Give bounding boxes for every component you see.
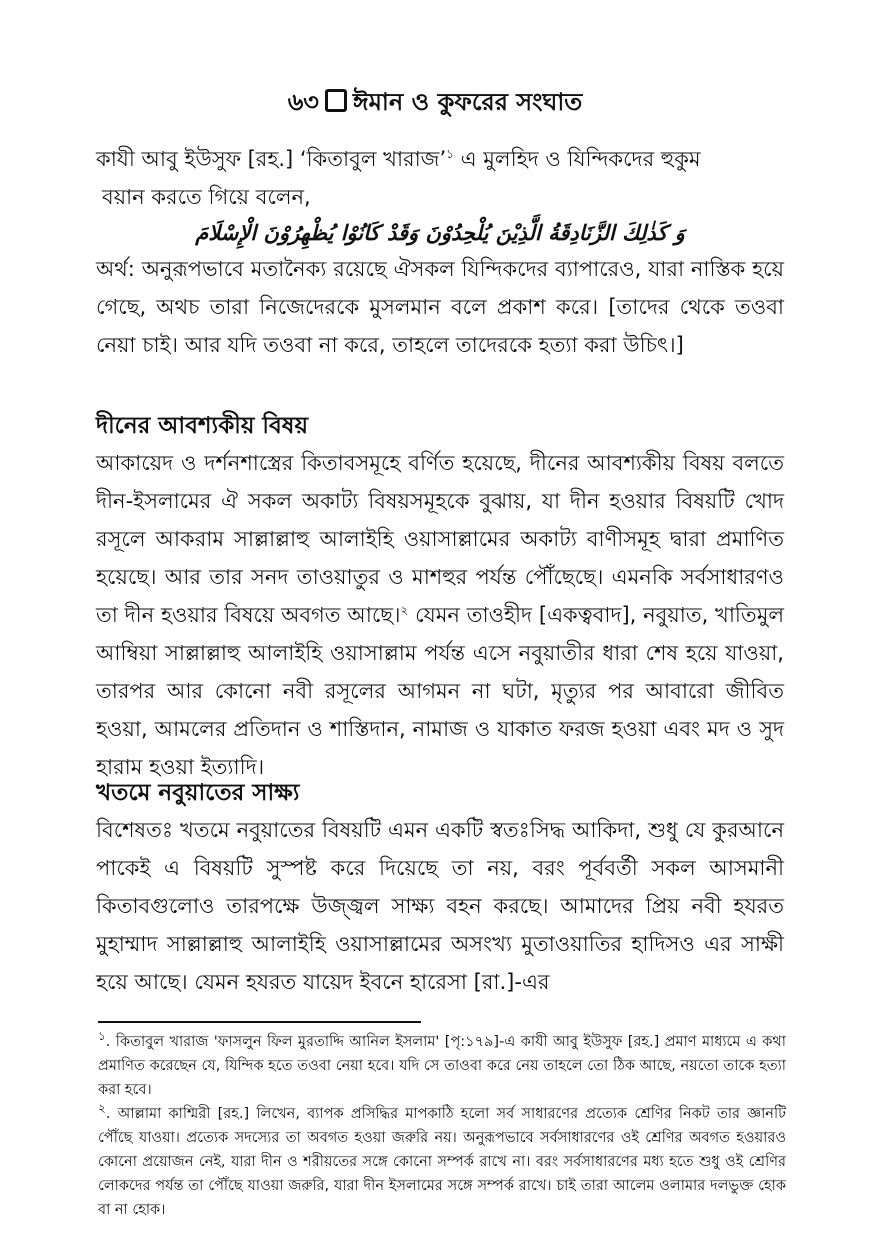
footnote-ref[interactable]: ২ <box>400 603 409 617</box>
meaning-paragraph <box>96 250 784 364</box>
intro-line-2: বয়ান করতে গিয়ে বলেন, <box>102 185 311 209</box>
footnote-number: ১ <box>98 1029 106 1044</box>
meaning-text: অনুরূপভাবে মতানৈক্য রয়েছে ঐসকল যিন্দিকদের ব্যাপারেও, যারা নাস্তিক হয়ে গেছে, অথচ তারা নিজেদেরকে মুসলমান বলে প্রকাশ করে। [তাদের থেকে তওবা নেয়া চাই। আর যদি তওবা না করে, তাহলে তাদেরকে হত্যা করা উচিৎ।] <box>96 257 784 357</box>
meaning-label: অর্থ: <box>96 257 135 281</box>
intro-text-rest: এ মুলহিদ ও যিন্দিকদের হুকুম <box>453 147 701 171</box>
section-paragraph <box>96 444 784 786</box>
running-title: ঈমান ও কুফরের সংঘাত <box>352 88 583 116</box>
intro-text: কাযী আবু ইউসুফ [রহ.] ‘কিতাবুল খারাজ’ <box>96 147 447 171</box>
footnote <box>98 1102 786 1222</box>
footnote-text: . কিতাবুল খারাজ 'ফাসলুন ফিল মুরতাদ্দি আনিল ইসলাম' [পৃ:১৭৯]-এ কাযী আবু ইউসুফ [রহ.] প্রমাণ মাধ্যমে এ কথা প্রমাণিত করেছেন যে, যিন্দিক হতে তওবা নেয়া হবে। যদি সে তাওবা করে নেয় তাহলে তো ঠিক আছে, নয়তো তাকে হত্যা করা হবে। <box>98 1034 786 1098</box>
page-number: ৬৩ <box>287 88 319 116</box>
footnote-divider <box>98 1021 421 1023</box>
section-paragraph: বিশেষতঃ খতমে নবুয়াতের বিষয়টি এমন একটি স্বতঃসিদ্ধ আকিদা, শুধু যে কুরআনে পাকেই এ বিষয়টি সুস্পষ্ট করে দিয়েছে তা নয়, বরং পূর্ববর্তী সকল আসমানী কিতাবগুলোও তারপক্ষে উজ্জ্বল সাক্ষ্য বহন করছে। আমাদের প্রিয় নবী হযরত মুহাম্মাদ সাল্লাল্লাহু আলাইহি ওয়াসাল্লামের অসংখ্য মুতাওয়াতির হাদিসও এর সাক্ষী হয়ে আছে। যেমন হযরত যায়েদ ইবনে হারেসা [রা.]-এর <box>96 818 784 994</box>
footnote-ref[interactable]: ১ <box>446 147 454 161</box>
footnote <box>98 1030 786 1102</box>
intro-paragraph <box>96 140 784 178</box>
section-heading: দীনের আবশ্যকীয় বিষয় <box>96 413 309 439</box>
square-bullet-icon <box>325 89 347 112</box>
footnotes <box>98 1030 786 1222</box>
section-essentials <box>96 408 784 786</box>
section-heading: খতমে নবুয়াতের সাক্ষ্য <box>96 780 300 806</box>
arabic-quote: وَ كَذٰلِكَ الزَّنَادِقَةُ الَّذِيْنَ يُلْحِدُوْنَ وَقَدْ كَانُوْا يُظْهِرُوْنَ الْإِسْلَامَ <box>195 221 685 245</box>
page-header <box>0 84 870 124</box>
intro-block <box>96 140 784 364</box>
paragraph-text: আকায়েদ ও দর্শনশাস্ত্রের কিতাবসমূহে বর্ণিত হয়েছে, দীনের আবশ্যকীয় বিষয় বলতে দীন-ইসলামের ঐ সকল অকাট্য বিষয়সমূহকে বুঝায়, যা দীন হওয়ার বিষয়টি খোদ রসূলে আকরাম সাল্লাল্লাহু আলাইহি ওয়াসাল্লামের অকাট্য বাণীসমূহ দ্বারা প্রমাণিত হয়েছে। আর তার সনদ তাওয়াতুর ও মাশহুর পর্যন্ত পৌঁছেছে। এমনকি সর্বসাধারণও তা দীন হওয়ার বিষয়ে অবগত আছে। <box>96 451 784 627</box>
paragraph-text-rest: যেমন তাওহীদ [একত্ববাদ], নবুয়াত, খাতিমুল আম্বিয়া সাল্লাল্লাহু আলাইহি ওয়াসাল্লাম পর্যন্ত এসে নবুয়াতীর ধারা শেষ হয়ে যাওয়া, তারপর আর কোনো নবী রসূলের আগমন না ঘটা, মৃত্যুর পর আবারো জীবিত হওয়া, আমলের প্রতিদান ও শাস্তিদান, নামাজ ও যাকাত ফরজ হওয়া এবং মদ ও সুদ হারাম হওয়া ইত্যাদি। <box>96 603 784 779</box>
footnote-text: . আল্লামা কাশ্মিরী [রহ.] লিখেন, ব্যাপক প্রসিদ্ধির মাপকাঠি হলো সর্ব সাধারণের প্রত্যেক শ্রেণির নিকট তার জ্ঞানটি পৌঁছে যাওয়া। প্রত্যেক সদস্যের তা অবগত হওয়া জরুরি নয়। অনুরূপভাবে সর্বসাধারণের ওই শ্রেণির অবগত হওয়ারও কোনো প্রয়োজন নেই, যারা দীন ও শরীয়তের সঙ্গে কোনো সম্পর্ক রাখে না। বরং সর্বসাধারণের মধ্য হতে শুধু ওই শ্রেণির লোকদের পর্যন্ত তা পৌঁছে যাওয়া জরুরি, যারা দীন ইসলামের সঙ্গে সম্পর্ক রাখে। চাই তারা আলেম ওলামার দলভুক্ত হোক বা না হোক। <box>98 1106 786 1218</box>
section-finality <box>96 775 784 1001</box>
footnote-number: ২ <box>98 1101 106 1116</box>
